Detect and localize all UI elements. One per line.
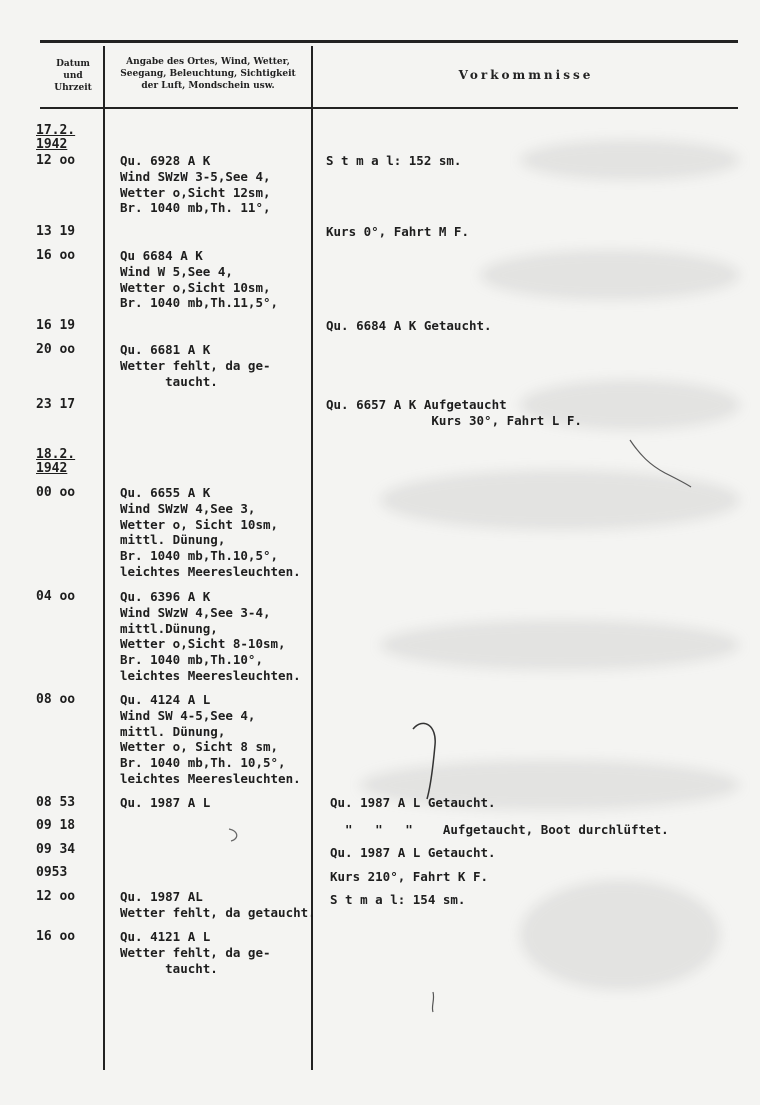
entry-place-weather: Qu 6684 A K Wind W 5,See 4, Wetter o,Sicht 10sm, Br. 1040 mb,Th.11,5°, [120,248,279,311]
entry-event: Qu. 1987 A L Getaucht. [330,795,496,810]
entry-time: 23 17 [36,397,76,412]
entry-time: 12 oo [36,889,76,904]
entry-place-weather: Qu. 4121 A L Wetter fehlt, da ge- taucht. [120,929,271,976]
date-label: 18.2. 1942 [36,447,76,476]
entry-time: 16 oo [36,248,76,263]
entry-event: Kurs 210°, Fahrt K F. [330,869,489,884]
entry-time: 12 oo [36,153,76,168]
entry-place-weather: Qu. 6681 A K Wetter fehlt, da ge- taucht. [120,342,271,389]
entry-time: 08 53 [36,795,76,810]
pen-squiggle-mark [405,715,445,805]
entry-time: 09 34 [36,842,76,857]
entry-event: Qu. 6657 A K Aufgetaucht Kurs 30°, Fahrt L F. [326,397,582,428]
entry-event: S t m a l: 154 sm. [330,892,466,907]
header-datetime: Datum und Uhrzeit [54,59,92,93]
entry-event: S t m a l: 152 sm. [326,153,462,168]
pen-squiggle-mark [625,435,695,490]
entry-event: Qu. 6684 A K Getaucht. [326,318,492,333]
entry-event: Qu. 1987 A L Getaucht. [330,845,496,860]
entry-place-weather: Qu. 1987 AL Wetter fehlt, da getaucht. [120,889,316,920]
top-rule [40,40,738,43]
bleed-through-shadow [520,880,720,990]
pen-squiggle-mark [425,990,441,1014]
bleed-through-shadow [520,140,740,180]
entry-time: 16 19 [36,318,76,333]
header-rule [40,107,738,109]
column-divider-1 [103,46,105,1070]
entry-time: 13 19 [36,224,76,239]
entry-place-weather: Qu. 6928 A K Wind SWzW 3-5,See 4, Wetter o,Sicht 12sm, Br. 1040 mb,Th. 11°, [120,153,271,216]
entry-place-weather: Qu. 6655 A K Wind SWzW 4,See 3, Wetter o, Sicht 10sm, mittl. Dünung, Br. 1040 mb,Th.10,5°, leichtes Meeresleuchten. [120,485,301,579]
entry-time: 20 oo [36,342,76,357]
entry-place-weather: Qu. 4124 A L Wind SW 4-5,See 4, mittl. Dünung, Wetter o, Sicht 8 sm, Br. 1040 mb,Th. 10,5°, leichtes Meeresleuchten. [120,692,301,786]
entry-time: 00 oo [36,485,76,500]
bleed-through-shadow [380,620,740,670]
entry-place-weather: Qu. 6396 A K Wind SWzW 4,See 3-4, mittl.Dünung, Wetter o,Sicht 8-10sm, Br. 1040 mb,Th.10°, leichtes Meeresleuchten. [120,589,301,683]
entry-time: 08 oo [36,692,76,707]
entry-time: 04 oo [36,589,76,604]
bleed-through-shadow [480,250,740,300]
entry-time: 09 18 [36,818,76,833]
header-events: Vorkommnisse [458,68,594,82]
header-place: Angabe des Ortes, Wind, Wetter, Seegang, Beleuchtung, Sichtigkeit der Luft, Mondschein usw. [120,57,296,91]
entry-time: 16 oo [36,929,76,944]
entry-time: 0953 [36,865,68,880]
pen-squiggle-mark [225,825,245,845]
entry-event: Kurs 0°, Fahrt M F. [326,224,469,239]
entry-place-weather: Qu. 1987 A L [120,795,211,810]
date-label: 17.2. 1942 [36,123,76,152]
entry-event: " " " Aufgetaucht, Boot durchlüftet. [330,822,669,837]
